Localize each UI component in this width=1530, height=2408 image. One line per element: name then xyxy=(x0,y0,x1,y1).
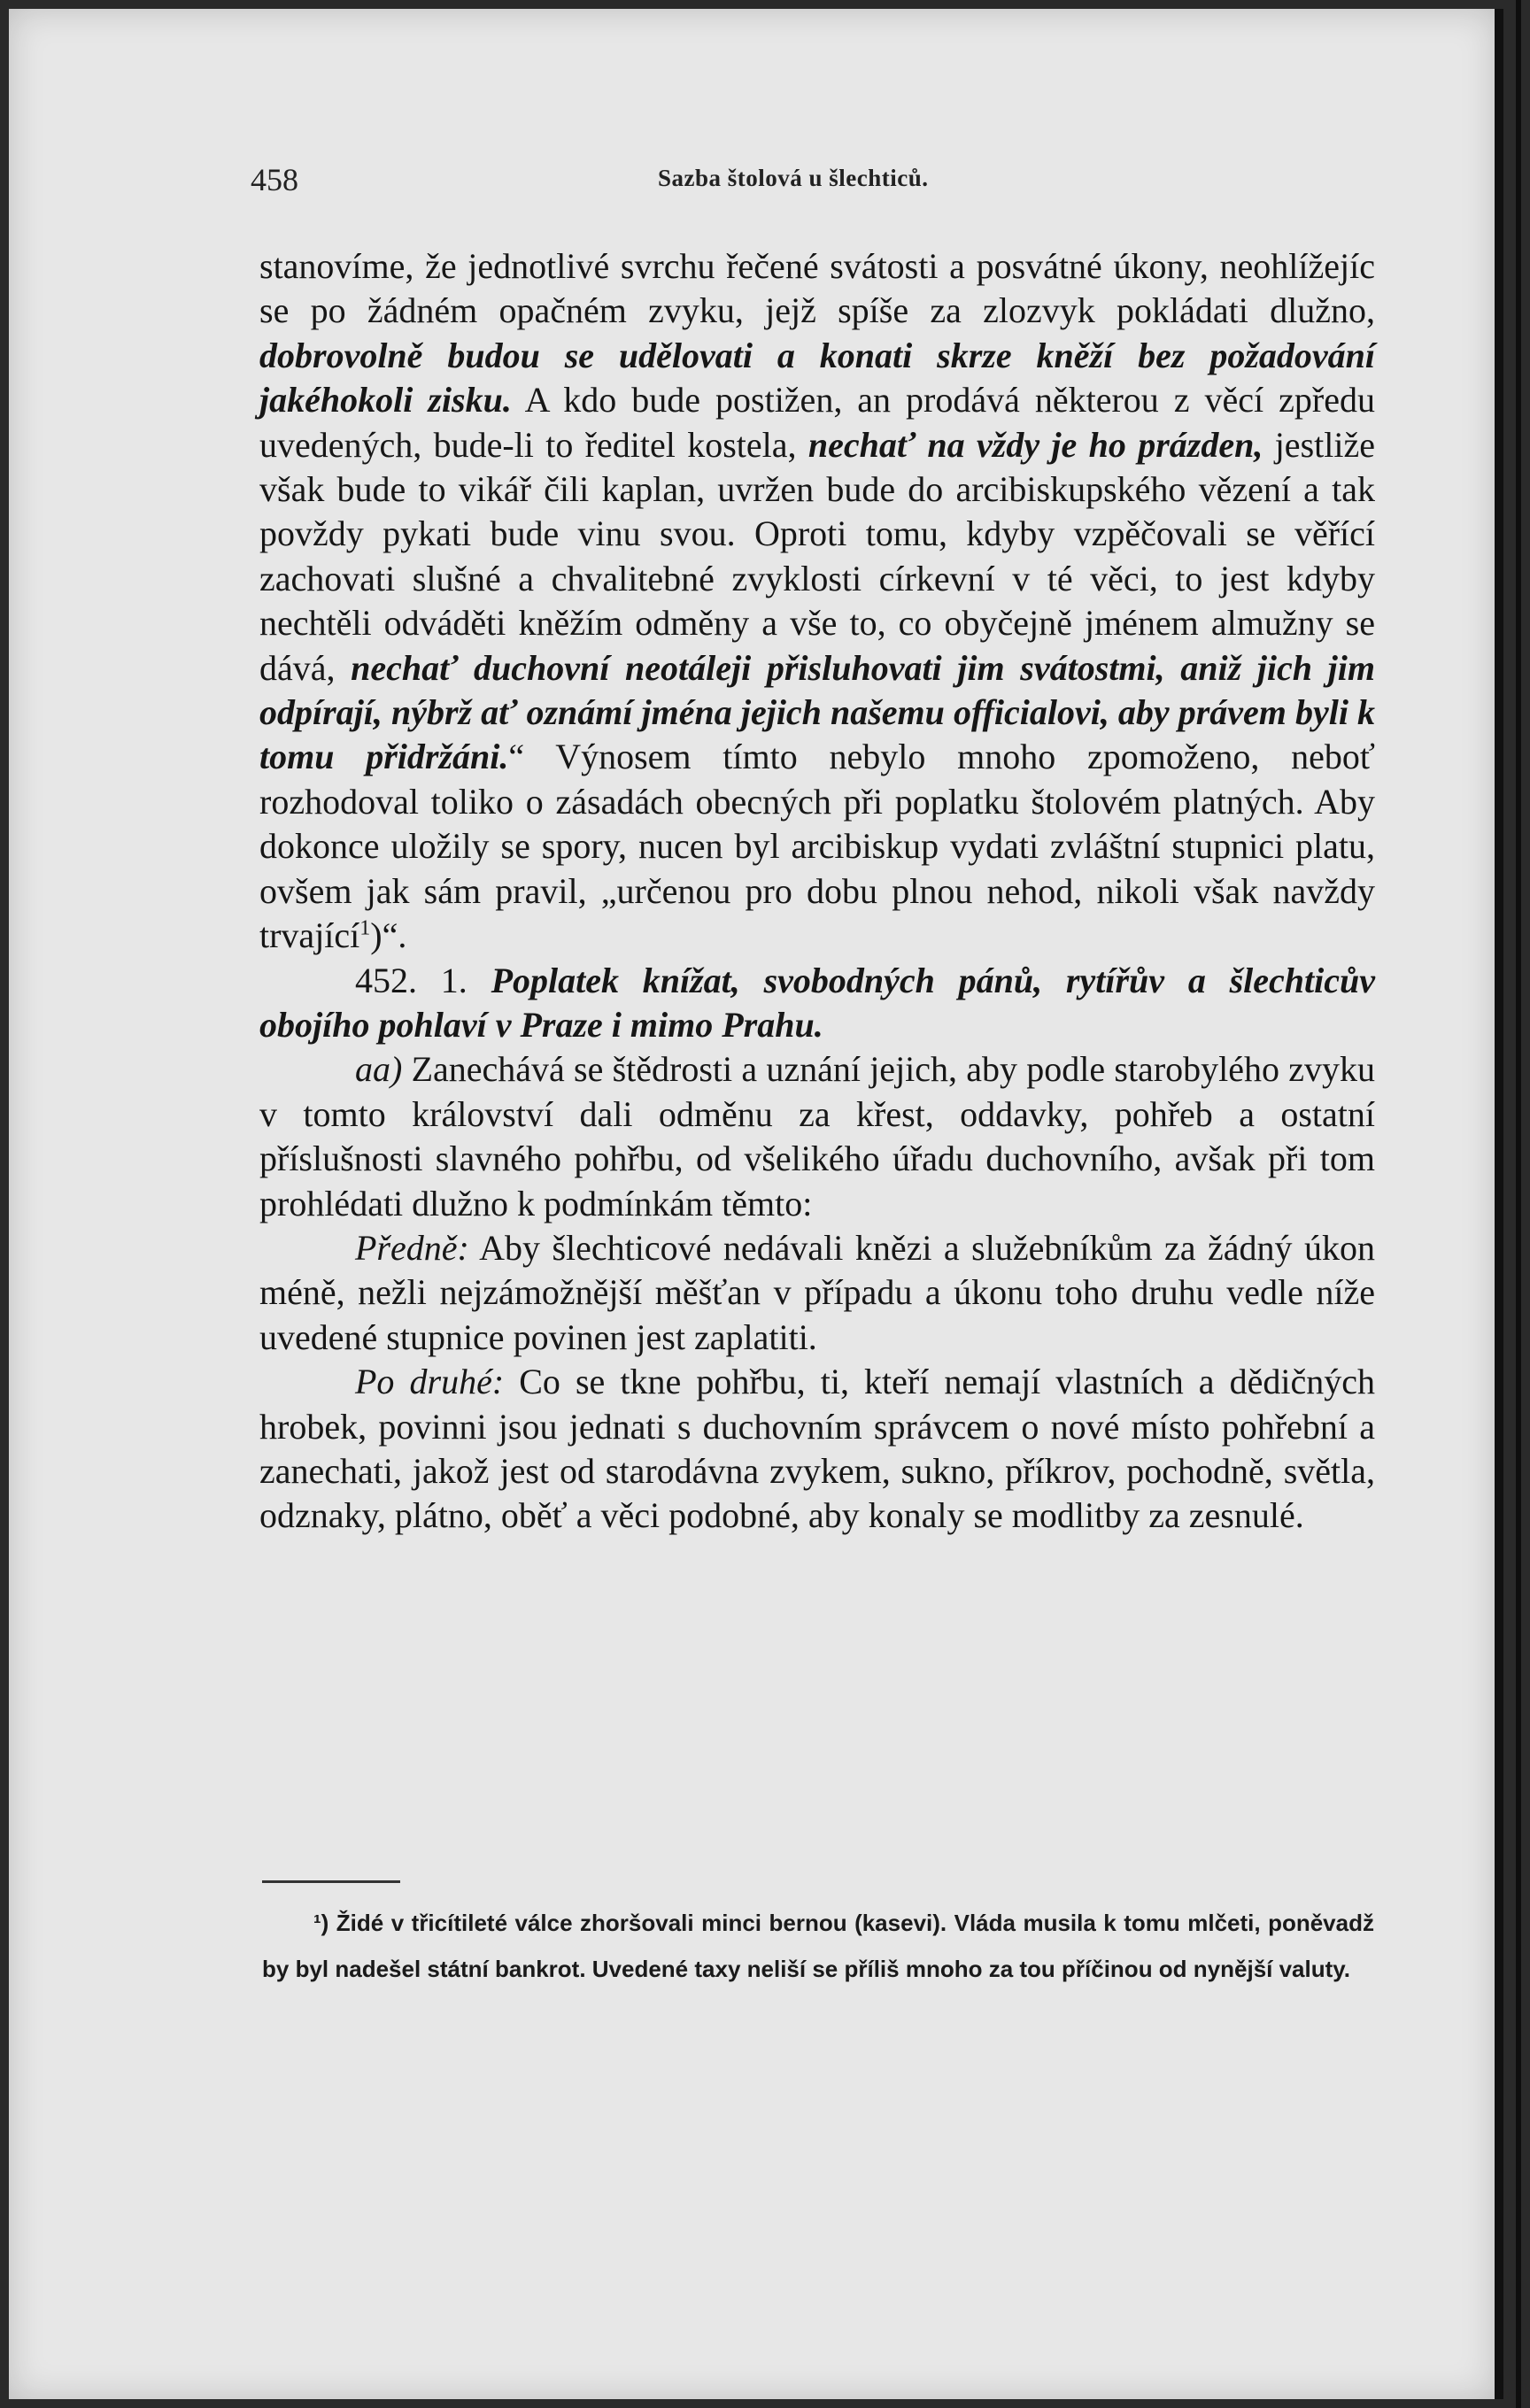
section-title: Poplatek knížat, svobodných pánů, rytířův a šlechticův obojího pohlaví v Praze i mimo Prahu. xyxy=(259,960,1376,1045)
paragraph-aa xyxy=(259,1047,1375,1226)
page-body xyxy=(259,244,1375,1539)
page-header xyxy=(251,161,1375,214)
section-number: 452. 1. xyxy=(355,960,468,1000)
page-number: 458 xyxy=(251,162,298,197)
item-label: aa) xyxy=(355,1049,403,1090)
text-run: jestliže však bude to vikář čili kaplan, uvržen bude do arcibiskupského vězení a tak povždy pykati bude vinu svou. Oproti tomu, kdyby vzpěčovali se věřící zachovati slušné a chvalitebné zvyklosti církevní v té věci, to jest kdyby nechtěli odváděti kněžím odměny a vše to, co obyčejně jménem almužny se dává, xyxy=(259,424,1375,688)
section-heading xyxy=(259,959,1375,1048)
italic-quote: dobrovolně budou se udělovati a konati skrze kněží bez požadování jakéhokoli zisku. xyxy=(259,335,1375,421)
footnote-text xyxy=(262,1900,1374,1992)
item-label: Předně: xyxy=(355,1227,469,1268)
scan-border xyxy=(1516,0,1521,2408)
text-run: Zanechává se štědrosti a uznání jejich, aby podle starobylého zvyku v tomto království dali odměnu za křest, oddavky, pohřeb a ostatní příslušnosti slavného pohřbu, od všelikého úřadu duchovního, avšak při tom prohlédati dlužno k podmínkám těmto: xyxy=(259,1049,1375,1223)
text-run: Židé v třicítileté válce zhoršovali minci bernou (kasevi). Vláda musila k tomu mlčeti, poněvadž by byl nadešel státní bankrot. Uvedené taxy neliší se příliš mnoho za tou příčinou od nynější valuty. xyxy=(262,1910,1374,1982)
footnote xyxy=(262,1900,1374,1992)
footnote-marker: ¹) xyxy=(313,1910,329,1936)
text-run: “ Výnosem tímto nebylo mnoho zpomoženo, neboť rozhodoval toliko o zásadách obecných při poplatku štolovém platných. Aby dokonce uložily se spory, nucen byl arcibiskup vydati zvláštní stupnici platu, ovšem jak sám pravil, „určenou pro dobu plnou nehod, nikoli však navždy trvající xyxy=(259,737,1375,956)
text-run: A kdo bude postižen, an prodává některou z věcí zpředu uvedených, bude-li to ředitel kostela, xyxy=(259,380,1375,465)
text-run: stanovíme, že jednotlivé svrchu řečené svátosti a posvátné úkony, neohlížejíc se po žádném opačném zvyku, jejž spíše za zlozvyk pokládati dlužno, xyxy=(259,246,1375,331)
italic-quote: nechať na vždy je ho prázden, xyxy=(808,424,1263,465)
text-run: Aby šlechticové nedávali knězi a služebníkům za žádný úkon méně, nežli nejzámožnější měšťan v případu a úkonu toho druhu vedle níže uvedené stupnice povinen jest zaplatiti. xyxy=(259,1227,1375,1357)
italic-quote: nechať duchovní neotáleji přisluhovati jim svátostmi, aniž jich jim odpírají, nýbrž ať oznámí jména jejich našemu officialovi, aby právem byli k tomu přidržáni. xyxy=(259,647,1375,777)
text-run: Co se tkne pohřbu, ti, kteří nemají vlastních a dědičných hrobek, povinni jsou jednati s duchovním správcem o nové místo pohřební a zanechati, jakož jest od starodávna zvykem, sukno, příkrov, pochodně, světla, odznaky, plátno, oběť a věci podobné, aby konaly se modlitby za zesnulé. xyxy=(259,1362,1376,1536)
paragraph-predne xyxy=(259,1226,1375,1360)
page-edge-shadow xyxy=(1495,9,1503,2399)
footnote-reference: 1 xyxy=(359,916,371,940)
footnote-divider xyxy=(262,1880,400,1883)
item-label: Po druhé: xyxy=(355,1362,505,1402)
paragraph-continued xyxy=(259,244,1375,959)
paragraph-podruhe xyxy=(259,1360,1375,1539)
running-title: Sazba štolová u šlechticů. xyxy=(658,165,929,191)
text-run: )“. xyxy=(370,915,407,956)
